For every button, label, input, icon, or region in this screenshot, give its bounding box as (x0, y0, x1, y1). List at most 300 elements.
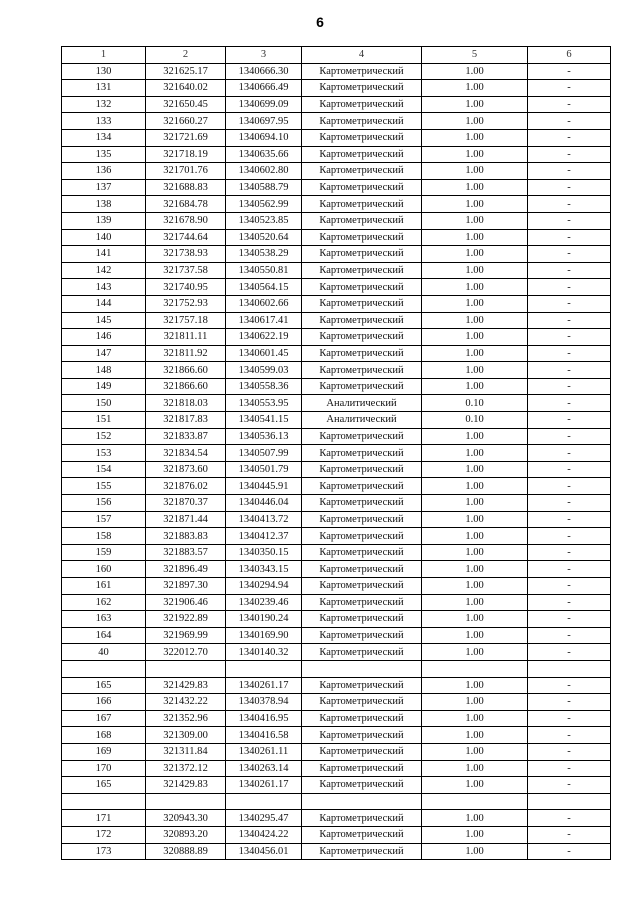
table-row (62, 743, 611, 760)
note-cell: - (528, 196, 611, 213)
table-row (62, 295, 611, 312)
accuracy-cell: 1.00 (422, 329, 528, 346)
table-row (62, 777, 611, 794)
note-cell (528, 660, 611, 677)
y-coordinate-cell: 1340501.79 (226, 461, 302, 478)
point-number-cell: 135 (62, 146, 146, 163)
y-coordinate-cell: 1340424.22 (226, 826, 302, 843)
x-coordinate-cell: 321752.93 (146, 295, 226, 312)
x-coordinate-cell: 320893.20 (146, 826, 226, 843)
method-cell: Картометрический (302, 528, 422, 545)
method-cell: Картометрический (302, 113, 422, 130)
table-row (62, 212, 611, 229)
point-number-cell: 156 (62, 495, 146, 512)
table-row (62, 246, 611, 263)
note-cell: - (528, 246, 611, 263)
point-number-cell: 161 (62, 578, 146, 595)
note-cell (528, 793, 611, 810)
method-cell: Картометрический (302, 80, 422, 97)
accuracy-cell: 1.00 (422, 113, 528, 130)
note-cell: - (528, 212, 611, 229)
y-coordinate-cell: 1340140.32 (226, 644, 302, 661)
x-coordinate-cell: 321650.45 (146, 96, 226, 113)
table-row (62, 627, 611, 644)
header-cell-col-3: 3 (226, 47, 302, 64)
point-number-cell: 169 (62, 743, 146, 760)
point-number-cell: 134 (62, 129, 146, 146)
method-cell: Картометрический (302, 594, 422, 611)
note-cell: - (528, 412, 611, 429)
x-coordinate-cell: 321883.57 (146, 544, 226, 561)
x-coordinate-cell: 321833.87 (146, 428, 226, 445)
header-row (62, 47, 611, 64)
y-coordinate-cell: 1340445.91 (226, 478, 302, 495)
table-row (62, 312, 611, 329)
table-row (62, 578, 611, 595)
table-row (62, 561, 611, 578)
y-coordinate-cell: 1340699.09 (226, 96, 302, 113)
point-number-cell: 165 (62, 677, 146, 694)
table-row (62, 395, 611, 412)
table-row (62, 495, 611, 512)
method-cell: Картометрический (302, 710, 422, 727)
x-coordinate-cell: 321883.83 (146, 528, 226, 545)
note-cell: - (528, 677, 611, 694)
table-row (62, 345, 611, 362)
point-number-cell: 163 (62, 611, 146, 628)
accuracy-cell: 1.00 (422, 777, 528, 794)
point-number-cell: 40 (62, 644, 146, 661)
x-coordinate-cell: 321625.17 (146, 63, 226, 80)
accuracy-cell: 1.00 (422, 461, 528, 478)
y-coordinate-cell: 1340666.49 (226, 80, 302, 97)
note-cell: - (528, 578, 611, 595)
note-cell: - (528, 295, 611, 312)
accuracy-cell: 1.00 (422, 810, 528, 827)
note-cell: - (528, 760, 611, 777)
method-cell: Картометрический (302, 312, 422, 329)
y-coordinate-cell: 1340588.79 (226, 179, 302, 196)
x-coordinate-cell: 321640.02 (146, 80, 226, 97)
x-coordinate-cell: 321876.02 (146, 478, 226, 495)
note-cell: - (528, 627, 611, 644)
y-coordinate-cell: 1340416.58 (226, 727, 302, 744)
x-coordinate-cell: 322012.70 (146, 644, 226, 661)
accuracy-cell: 1.00 (422, 843, 528, 860)
y-coordinate-cell: 1340239.46 (226, 594, 302, 611)
accuracy-cell: 1.00 (422, 826, 528, 843)
y-coordinate-cell: 1340666.30 (226, 63, 302, 80)
point-number-cell: 160 (62, 561, 146, 578)
point-number-cell: 154 (62, 461, 146, 478)
table-row (62, 478, 611, 495)
method-cell: Картометрический (302, 644, 422, 661)
method-cell: Картометрический (302, 478, 422, 495)
method-cell: Картометрический (302, 279, 422, 296)
x-coordinate-cell: 321429.83 (146, 777, 226, 794)
method-cell: Картометрический (302, 146, 422, 163)
note-cell: - (528, 279, 611, 296)
y-coordinate-cell: 1340263.14 (226, 760, 302, 777)
y-coordinate-cell: 1340635.66 (226, 146, 302, 163)
x-coordinate-cell: 321718.19 (146, 146, 226, 163)
accuracy-cell: 1.00 (422, 561, 528, 578)
accuracy-cell: 1.00 (422, 611, 528, 628)
note-cell: - (528, 843, 611, 860)
note-cell: - (528, 826, 611, 843)
note-cell: - (528, 478, 611, 495)
table-row (62, 611, 611, 628)
table-row (62, 146, 611, 163)
point-number-cell: 164 (62, 627, 146, 644)
method-cell: Аналитический (302, 395, 422, 412)
point-number-cell: 151 (62, 412, 146, 429)
note-cell: - (528, 594, 611, 611)
note-cell: - (528, 743, 611, 760)
accuracy-cell: 1.00 (422, 445, 528, 462)
point-number-cell: 147 (62, 345, 146, 362)
x-coordinate-cell: 321811.11 (146, 329, 226, 346)
table-row (62, 196, 611, 213)
accuracy-cell (422, 660, 528, 677)
y-coordinate-cell (226, 793, 302, 810)
point-number-cell: 167 (62, 710, 146, 727)
accuracy-cell: 1.00 (422, 727, 528, 744)
table-row (62, 80, 611, 97)
header-cell-col-2: 2 (146, 47, 226, 64)
method-cell: Картометрический (302, 96, 422, 113)
note-cell: - (528, 694, 611, 711)
y-coordinate-cell: 1340536.13 (226, 428, 302, 445)
x-coordinate-cell: 321866.60 (146, 378, 226, 395)
point-number-cell: 150 (62, 395, 146, 412)
x-coordinate-cell: 321311.84 (146, 743, 226, 760)
table-row (62, 760, 611, 777)
table-row (62, 511, 611, 528)
y-coordinate-cell: 1340553.95 (226, 395, 302, 412)
point-number-cell: 131 (62, 80, 146, 97)
table-row (62, 544, 611, 561)
table-row (62, 428, 611, 445)
point-number-cell: 168 (62, 727, 146, 744)
table-row (62, 129, 611, 146)
method-cell: Картометрический (302, 212, 422, 229)
method-cell: Картометрический (302, 561, 422, 578)
accuracy-cell: 1.00 (422, 677, 528, 694)
point-number-cell: 136 (62, 163, 146, 180)
method-cell: Картометрический (302, 163, 422, 180)
accuracy-cell: 1.00 (422, 279, 528, 296)
note-cell: - (528, 262, 611, 279)
x-coordinate-cell: 321738.93 (146, 246, 226, 263)
note-cell: - (528, 528, 611, 545)
accuracy-cell: 1.00 (422, 196, 528, 213)
accuracy-cell: 0.10 (422, 412, 528, 429)
table-row (62, 660, 611, 677)
accuracy-cell: 1.00 (422, 295, 528, 312)
accuracy-cell (422, 793, 528, 810)
x-coordinate-cell: 321871.44 (146, 511, 226, 528)
y-coordinate-cell: 1340562.99 (226, 196, 302, 213)
header-cell-col-5: 5 (422, 47, 528, 64)
x-coordinate-cell: 321818.03 (146, 395, 226, 412)
table-row (62, 279, 611, 296)
note-cell: - (528, 113, 611, 130)
point-number-cell: 149 (62, 378, 146, 395)
point-number-cell: 145 (62, 312, 146, 329)
x-coordinate-cell: 321372.12 (146, 760, 226, 777)
method-cell: Картометрический (302, 329, 422, 346)
y-coordinate-cell (226, 660, 302, 677)
note-cell: - (528, 644, 611, 661)
method-cell: Картометрический (302, 362, 422, 379)
table-row (62, 528, 611, 545)
table-row (62, 329, 611, 346)
point-number-cell (62, 660, 146, 677)
note-cell: - (528, 561, 611, 578)
accuracy-cell: 1.00 (422, 146, 528, 163)
accuracy-cell: 1.00 (422, 80, 528, 97)
x-coordinate-cell: 321429.83 (146, 677, 226, 694)
y-coordinate-cell: 1340538.29 (226, 246, 302, 263)
accuracy-cell: 1.00 (422, 511, 528, 528)
accuracy-cell: 1.00 (422, 760, 528, 777)
point-number-cell: 157 (62, 511, 146, 528)
point-number-cell: 138 (62, 196, 146, 213)
method-cell: Картометрический (302, 826, 422, 843)
accuracy-cell: 1.00 (422, 129, 528, 146)
table-row (62, 229, 611, 246)
point-number-cell: 152 (62, 428, 146, 445)
note-cell: - (528, 129, 611, 146)
note-cell: - (528, 345, 611, 362)
method-cell: Картометрический (302, 578, 422, 595)
accuracy-cell: 1.00 (422, 528, 528, 545)
point-number-cell: 137 (62, 179, 146, 196)
y-coordinate-cell: 1340697.95 (226, 113, 302, 130)
note-cell: - (528, 362, 611, 379)
accuracy-cell: 1.00 (422, 362, 528, 379)
method-cell: Картометрический (302, 461, 422, 478)
x-coordinate-cell: 321969.99 (146, 627, 226, 644)
x-coordinate-cell: 321688.83 (146, 179, 226, 196)
method-cell: Картометрический (302, 262, 422, 279)
accuracy-cell: 0.10 (422, 395, 528, 412)
y-coordinate-cell: 1340622.19 (226, 329, 302, 346)
accuracy-cell: 1.00 (422, 644, 528, 661)
table-row (62, 179, 611, 196)
y-coordinate-cell: 1340558.36 (226, 378, 302, 395)
x-coordinate-cell: 320888.89 (146, 843, 226, 860)
point-number-cell: 172 (62, 826, 146, 843)
point-number-cell (62, 793, 146, 810)
note-cell: - (528, 80, 611, 97)
accuracy-cell: 1.00 (422, 345, 528, 362)
x-coordinate-cell: 321757.18 (146, 312, 226, 329)
table-header (62, 47, 611, 64)
point-number-cell: 162 (62, 594, 146, 611)
x-coordinate-cell: 321906.46 (146, 594, 226, 611)
note-cell: - (528, 511, 611, 528)
point-number-cell: 140 (62, 229, 146, 246)
method-cell: Картометрический (302, 63, 422, 80)
point-number-cell: 142 (62, 262, 146, 279)
x-coordinate-cell: 321740.95 (146, 279, 226, 296)
y-coordinate-cell: 1340520.64 (226, 229, 302, 246)
method-cell: Картометрический (302, 445, 422, 462)
method-cell: Картометрический (302, 760, 422, 777)
y-coordinate-cell: 1340261.11 (226, 743, 302, 760)
x-coordinate-cell: 321721.69 (146, 129, 226, 146)
x-coordinate-cell: 321309.00 (146, 727, 226, 744)
y-coordinate-cell: 1340694.10 (226, 129, 302, 146)
note-cell: - (528, 777, 611, 794)
header-cell-col-6: 6 (528, 47, 611, 64)
accuracy-cell: 1.00 (422, 710, 528, 727)
table-row (62, 113, 611, 130)
table-row (62, 727, 611, 744)
x-coordinate-cell: 321684.78 (146, 196, 226, 213)
y-coordinate-cell: 1340599.03 (226, 362, 302, 379)
accuracy-cell: 1.00 (422, 378, 528, 395)
x-coordinate-cell: 321834.54 (146, 445, 226, 462)
accuracy-cell: 1.00 (422, 627, 528, 644)
x-coordinate-cell: 320943.30 (146, 810, 226, 827)
point-number-cell: 133 (62, 113, 146, 130)
x-coordinate-cell: 321352.96 (146, 710, 226, 727)
x-coordinate-cell: 321896.49 (146, 561, 226, 578)
method-cell: Картометрический (302, 179, 422, 196)
accuracy-cell: 1.00 (422, 262, 528, 279)
point-number-cell: 170 (62, 760, 146, 777)
table-row (62, 826, 611, 843)
note-cell: - (528, 146, 611, 163)
x-coordinate-cell: 321870.37 (146, 495, 226, 512)
method-cell: Картометрический (302, 129, 422, 146)
coordinates-table (61, 46, 611, 860)
y-coordinate-cell: 1340446.04 (226, 495, 302, 512)
x-coordinate-cell (146, 793, 226, 810)
accuracy-cell: 1.00 (422, 544, 528, 561)
point-number-cell: 158 (62, 528, 146, 545)
table-row (62, 793, 611, 810)
accuracy-cell: 1.00 (422, 229, 528, 246)
note-cell: - (528, 312, 611, 329)
accuracy-cell: 1.00 (422, 495, 528, 512)
method-cell: Картометрический (302, 246, 422, 263)
method-cell: Картометрический (302, 611, 422, 628)
y-coordinate-cell: 1340564.15 (226, 279, 302, 296)
accuracy-cell: 1.00 (422, 212, 528, 229)
x-coordinate-cell: 321873.60 (146, 461, 226, 478)
method-cell: Картометрический (302, 378, 422, 395)
method-cell: Картометрический (302, 627, 422, 644)
table-row (62, 362, 611, 379)
y-coordinate-cell: 1340617.41 (226, 312, 302, 329)
table-row (62, 694, 611, 711)
y-coordinate-cell: 1340295.47 (226, 810, 302, 827)
y-coordinate-cell: 1340261.17 (226, 777, 302, 794)
page-number: 6 (316, 14, 324, 30)
y-coordinate-cell: 1340294.94 (226, 578, 302, 595)
table-row (62, 644, 611, 661)
point-number-cell: 146 (62, 329, 146, 346)
method-cell: Картометрический (302, 694, 422, 711)
y-coordinate-cell: 1340550.81 (226, 262, 302, 279)
method-cell: Картометрический (302, 345, 422, 362)
y-coordinate-cell: 1340378.94 (226, 694, 302, 711)
accuracy-cell: 1.00 (422, 743, 528, 760)
table-row (62, 810, 611, 827)
note-cell: - (528, 710, 611, 727)
accuracy-cell: 1.00 (422, 63, 528, 80)
y-coordinate-cell: 1340190.24 (226, 611, 302, 628)
accuracy-cell: 1.00 (422, 96, 528, 113)
y-coordinate-cell: 1340412.37 (226, 528, 302, 545)
table-row (62, 378, 611, 395)
table-row (62, 594, 611, 611)
note-cell: - (528, 727, 611, 744)
table-row (62, 63, 611, 80)
accuracy-cell: 1.00 (422, 246, 528, 263)
method-cell: Картометрический (302, 511, 422, 528)
point-number-cell: 155 (62, 478, 146, 495)
note-cell: - (528, 445, 611, 462)
note-cell: - (528, 378, 611, 395)
point-number-cell: 143 (62, 279, 146, 296)
method-cell: Картометрический (302, 677, 422, 694)
table-body (62, 63, 611, 860)
note-cell: - (528, 611, 611, 628)
table-row (62, 445, 611, 462)
y-coordinate-cell: 1340343.15 (226, 561, 302, 578)
method-cell: Картометрический (302, 295, 422, 312)
table-row (62, 461, 611, 478)
accuracy-cell: 1.00 (422, 594, 528, 611)
note-cell: - (528, 810, 611, 827)
y-coordinate-cell: 1340602.80 (226, 163, 302, 180)
x-coordinate-cell: 321866.60 (146, 362, 226, 379)
header-cell-col-4: 4 (302, 47, 422, 64)
point-number-cell: 166 (62, 694, 146, 711)
x-coordinate-cell: 321701.76 (146, 163, 226, 180)
method-cell: Картометрический (302, 196, 422, 213)
y-coordinate-cell: 1340507.99 (226, 445, 302, 462)
y-coordinate-cell: 1340602.66 (226, 295, 302, 312)
y-coordinate-cell: 1340456.01 (226, 843, 302, 860)
method-cell: Картометрический (302, 810, 422, 827)
y-coordinate-cell: 1340416.95 (226, 710, 302, 727)
table-row (62, 262, 611, 279)
note-cell: - (528, 179, 611, 196)
method-cell: Картометрический (302, 229, 422, 246)
method-cell: Картометрический (302, 743, 422, 760)
y-coordinate-cell: 1340413.72 (226, 511, 302, 528)
method-cell: Картометрический (302, 495, 422, 512)
x-coordinate-cell: 321678.90 (146, 212, 226, 229)
accuracy-cell: 1.00 (422, 428, 528, 445)
table-row (62, 843, 611, 860)
note-cell: - (528, 329, 611, 346)
note-cell: - (528, 163, 611, 180)
point-number-cell: 165 (62, 777, 146, 794)
y-coordinate-cell: 1340169.90 (226, 627, 302, 644)
method-cell: Аналитический (302, 412, 422, 429)
table-row (62, 710, 611, 727)
point-number-cell: 141 (62, 246, 146, 263)
x-coordinate-cell: 321897.30 (146, 578, 226, 595)
accuracy-cell: 1.00 (422, 163, 528, 180)
